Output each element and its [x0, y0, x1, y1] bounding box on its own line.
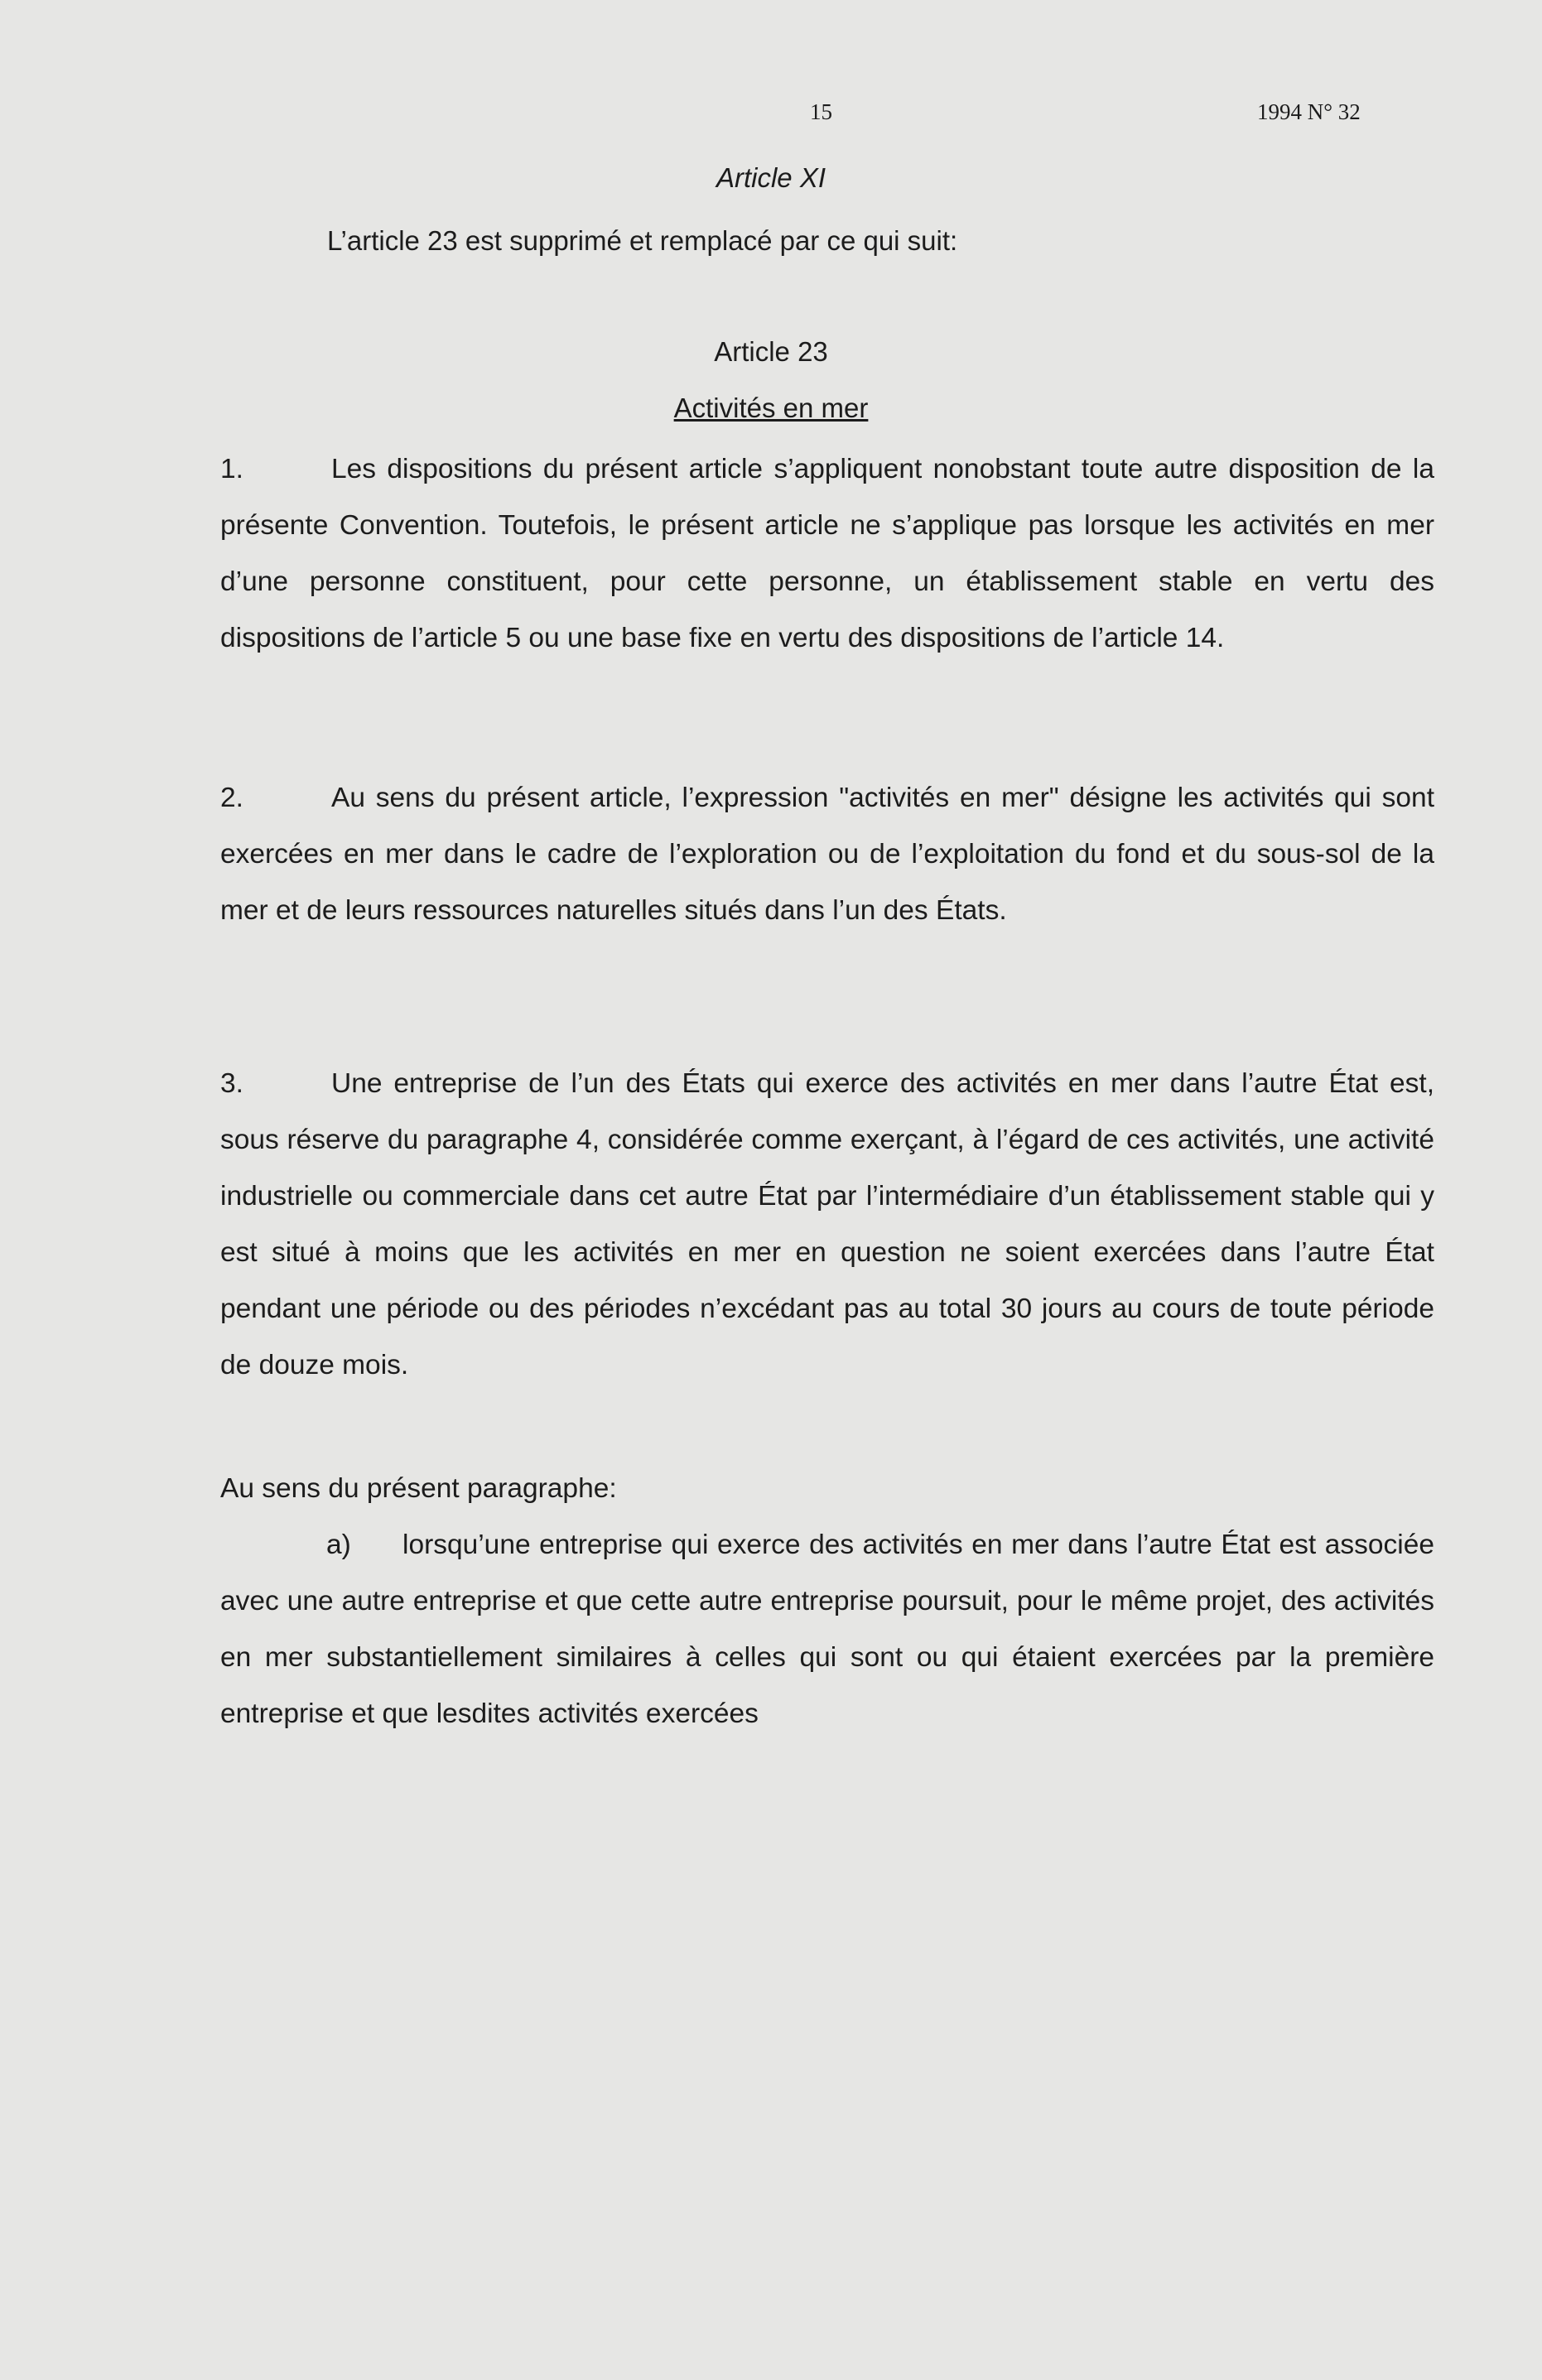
paragraph-number: 2. [220, 783, 243, 813]
paragraph-2 [220, 770, 1434, 939]
sub-article-title: Article 23 [714, 336, 828, 367]
paragraph-3 [220, 1056, 1434, 1394]
sub-paragraph-letter: a) [326, 1530, 351, 1560]
sub-article-heading: Activités en mer [673, 393, 869, 423]
paragraph-text: Au sens du présent paragraphe: [220, 1473, 617, 1504]
issue-number: 1994 N° 32 [1257, 99, 1361, 124]
article-title: Article XI [716, 162, 826, 193]
paragraph-number: 1. [220, 454, 243, 484]
paragraph-text: lorsqu’une entreprise qui exerce des activités en mer dans l’autre État est associée avec une autre entreprise et que cette autre entreprise poursuit, pour le même projet, des activités en mer substantiellement similaires à celles qui sont ou qui étaient exercées par la première entreprise et que lesdites activités exercées [220, 1530, 1434, 1729]
paragraph-lead-in [220, 1461, 1434, 1517]
page-number: 15 [810, 99, 832, 124]
sub-paragraph-a [220, 1517, 1434, 1742]
paragraph-text: Les dispositions du présent article s’appliquent nonobstant toute autre disposition de la présente Convention. Toutefois, le présent article ne s’applique pas lorsque les activités en mer d’une personne constituent, pour cette personne, un établissement stable en vertu des dispositions de l’article 5 ou une base fixe en vertu des dispositions de l’article 14. [220, 454, 1434, 653]
article-intro: L’article 23 est supprimé et remplacé par ce qui suit: [327, 225, 958, 256]
paragraph-1 [220, 441, 1434, 667]
paragraph-number: 3. [220, 1068, 243, 1099]
paragraph-text: Une entreprise de l’un des États qui exerce des activités en mer dans l’autre État est, sous réserve du paragraphe 4, considérée comme exerçant, à l’égard de ces activités, une activité industrielle ou commerciale dans cet autre État par l’intermédiaire d’un établissement stable qui y est situé à moins que les activités en mer en question ne soient exercées dans l’autre État pendant une période ou des périodes n’excédant pas au total 30 jours au cours de toute période de douze mois. [220, 1068, 1434, 1380]
paragraph-text: Au sens du présent article, l’expression "activités en mer" désigne les activités qui sont exercées en mer dans le cadre de l’exploration ou de l’exploitation du fond et du sous-sol de la mer et de leurs ressources naturelles situés dans l’un des États. [220, 783, 1434, 926]
